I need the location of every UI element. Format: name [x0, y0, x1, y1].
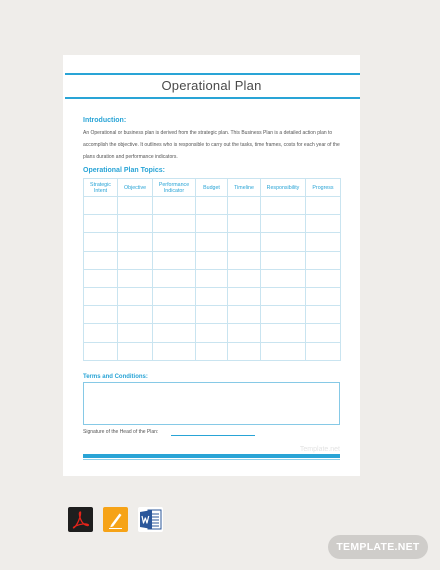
- footer-rule: [83, 454, 340, 458]
- topics-table: [83, 178, 341, 361]
- table-cell[interactable]: [228, 342, 261, 360]
- table-cell[interactable]: [261, 324, 306, 342]
- table-cell[interactable]: [228, 251, 261, 269]
- table-cell[interactable]: [196, 306, 228, 324]
- table-cell[interactable]: [196, 287, 228, 305]
- table-row: [84, 306, 341, 324]
- table-cell[interactable]: [118, 269, 153, 287]
- table-cell[interactable]: [196, 197, 228, 215]
- table-cell[interactable]: [306, 324, 341, 342]
- introduction-text: An Operational or business plan is derived from the strategic plan. This Business Plan is a detailed action plan to accomplish the objective. It outlines who is responsible to carry out the tasks, time frames, costs for each year of the plans duration and performance indicators.: [83, 130, 340, 160]
- watermark: Template.net: [299, 446, 340, 453]
- table-cell[interactable]: [118, 306, 153, 324]
- table-cell[interactable]: [196, 215, 228, 233]
- table-cell[interactable]: [118, 342, 153, 360]
- terms-heading: Terms and Conditions:: [83, 374, 148, 380]
- pages-icon[interactable]: [103, 507, 128, 532]
- table-cell[interactable]: [153, 342, 196, 360]
- table-cell[interactable]: [153, 306, 196, 324]
- table-cell[interactable]: [306, 306, 341, 324]
- table-cell[interactable]: [84, 197, 118, 215]
- page-title: Operational Plan: [161, 78, 262, 93]
- table-row: [84, 324, 341, 342]
- signature-label: Signature of the Head of the Plan:: [83, 429, 159, 435]
- table-cell[interactable]: [118, 233, 153, 251]
- table-cell[interactable]: [153, 197, 196, 215]
- pdf-icon[interactable]: [68, 507, 93, 532]
- table-cell[interactable]: [118, 197, 153, 215]
- footer-rule-thin: [83, 459, 340, 460]
- table-cell[interactable]: [306, 215, 341, 233]
- table-row: [84, 251, 341, 269]
- table-cell[interactable]: [118, 215, 153, 233]
- table-cell[interactable]: [228, 324, 261, 342]
- table-cell[interactable]: [153, 215, 196, 233]
- table-cell[interactable]: [196, 324, 228, 342]
- template-net-badge[interactable]: TEMPLATE.NET: [328, 535, 428, 559]
- table-row: [84, 233, 341, 251]
- topics-heading: Operational Plan Topics:: [83, 167, 165, 174]
- table-cell[interactable]: [153, 233, 196, 251]
- signature-line[interactable]: [171, 435, 255, 436]
- table-header-row: [84, 179, 341, 197]
- table-cell[interactable]: [261, 287, 306, 305]
- table-cell[interactable]: [84, 269, 118, 287]
- table-cell[interactable]: [84, 324, 118, 342]
- table-cell[interactable]: [118, 324, 153, 342]
- column-header: Objective: [118, 179, 153, 197]
- introduction-heading: Introduction:: [83, 117, 127, 124]
- table-cell[interactable]: [84, 251, 118, 269]
- table-cell[interactable]: [153, 324, 196, 342]
- table-cell[interactable]: [118, 251, 153, 269]
- table-cell[interactable]: [228, 287, 261, 305]
- table-cell[interactable]: [306, 251, 341, 269]
- column-header: Budget: [196, 179, 228, 197]
- table-cell[interactable]: [153, 269, 196, 287]
- title-rule-bottom: [65, 97, 360, 99]
- table-row: [84, 197, 341, 215]
- table-cell[interactable]: [306, 269, 341, 287]
- table-cell[interactable]: [228, 306, 261, 324]
- table-cell[interactable]: [261, 251, 306, 269]
- table-cell[interactable]: [196, 342, 228, 360]
- table-cell[interactable]: [118, 287, 153, 305]
- table-cell[interactable]: [261, 197, 306, 215]
- table-cell[interactable]: [228, 215, 261, 233]
- column-header: Performance Indicator: [153, 179, 196, 197]
- table-cell[interactable]: [196, 233, 228, 251]
- table-cell[interactable]: [261, 269, 306, 287]
- column-header: Progress: [306, 179, 341, 197]
- title-rule-top: [65, 73, 360, 75]
- table-cell[interactable]: [306, 342, 341, 360]
- table-row: [84, 342, 341, 360]
- table-cell[interactable]: [84, 233, 118, 251]
- table-cell[interactable]: [228, 197, 261, 215]
- table-cell[interactable]: [84, 306, 118, 324]
- table-cell[interactable]: [84, 215, 118, 233]
- table-cell[interactable]: [84, 287, 118, 305]
- word-icon[interactable]: [138, 507, 163, 532]
- column-header: Strategic Intent: [84, 179, 118, 197]
- table-cell[interactable]: [306, 197, 341, 215]
- table-cell[interactable]: [261, 342, 306, 360]
- table-cell[interactable]: [306, 287, 341, 305]
- table-cell[interactable]: [261, 306, 306, 324]
- table-cell[interactable]: [196, 251, 228, 269]
- table-cell[interactable]: [261, 215, 306, 233]
- column-header: Timeline: [228, 179, 261, 197]
- table-cell[interactable]: [196, 269, 228, 287]
- table-row: [84, 215, 341, 233]
- table-cell[interactable]: [306, 233, 341, 251]
- table-cell[interactable]: [153, 287, 196, 305]
- terms-textbox[interactable]: [83, 382, 340, 425]
- table-row: [84, 287, 341, 305]
- table-cell[interactable]: [228, 269, 261, 287]
- table-cell[interactable]: [261, 233, 306, 251]
- table-cell[interactable]: [228, 233, 261, 251]
- document-page: [63, 55, 360, 476]
- column-header: Responsibility: [261, 179, 306, 197]
- table-cell[interactable]: [84, 342, 118, 360]
- table-cell[interactable]: [153, 251, 196, 269]
- table-row: [84, 269, 341, 287]
